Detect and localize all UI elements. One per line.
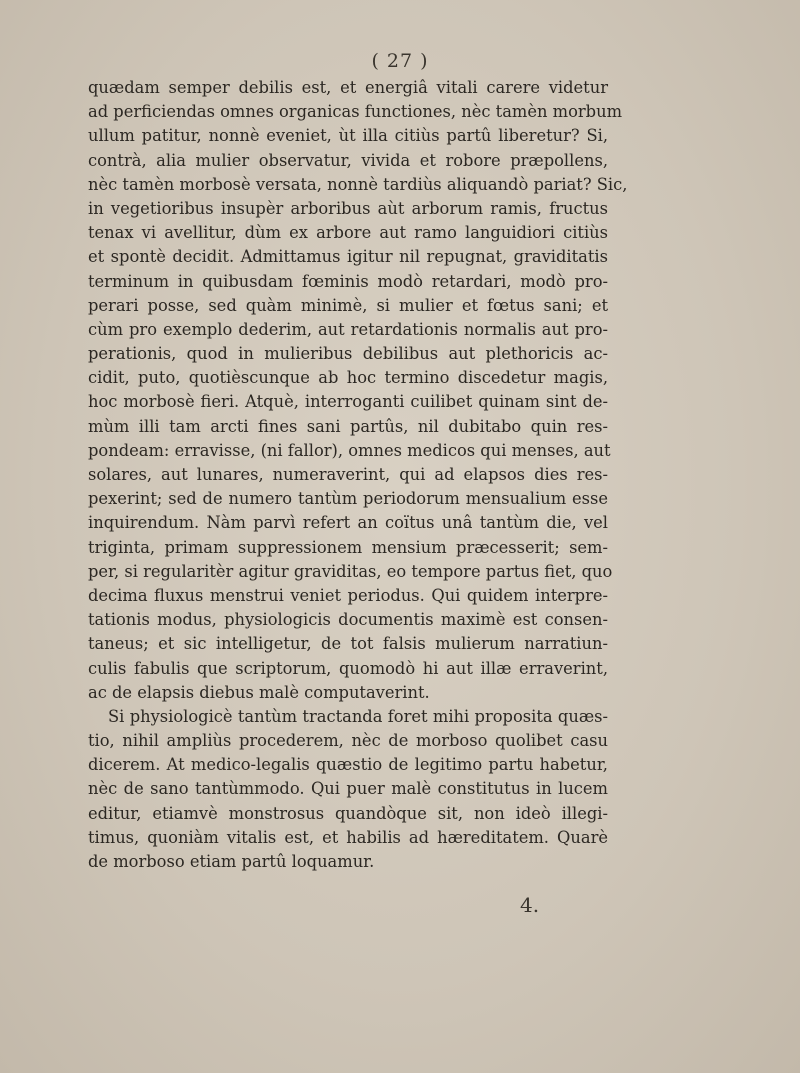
text-line: cùm pro exemplo dederim, aut retardationis normalis aut pro- (88, 319, 608, 339)
text-line: tenax vi avellitur, dùm ex arbore aut ramo languidiori citiùs (88, 223, 608, 243)
text-line: ad perficiendas omnes organicas functiones, nèc tamèn morbum (88, 102, 623, 122)
paragraph-2 (88, 705, 608, 874)
text-line: timus, quoniàm vitalis est, et habilis ad hæreditatem. Quarè (88, 827, 608, 847)
text-line: dicerem. At medico-legalis quæstio de legitimo partu habetur, (88, 755, 608, 775)
text-line: decima fluxus menstrui veniet periodus. Qui quidem interpre- (88, 585, 608, 605)
text-line: taneus; et sic intelligetur, de tot falsis mulierum narratiun- (88, 634, 608, 654)
catchword: 4. (520, 893, 540, 917)
text-line: solares, aut lunares, numeraverint, qui ad elapsos dies res- (88, 465, 608, 484)
text-line: perationis, quod in mulieribus debilibus aut plethoricis ac- (88, 344, 608, 364)
text-line: triginta, primam suppressionem mensium præcesserit; sem- (88, 537, 608, 557)
text-line: per, si regularitèr agitur graviditas, eo tempore partus fiet, quo (88, 561, 613, 581)
text-line: contrà, alia mulier observatur, vivida et robore præpollens, (88, 150, 608, 170)
text-line: ullum patitur, nonnè eveniet, ùt illa citiùs partû liberetur? Si, (88, 126, 608, 146)
text-line: perari posse, sed quàm minimè, si mulier et fœtus sani; et (88, 295, 608, 315)
text-line: terminum in quibusdam fœminis modò retardari, modò pro- (88, 271, 608, 291)
body-text (88, 76, 628, 874)
text-line: inquirendum. Nàm parvì refert an coïtus unâ tantùm die, vel (88, 513, 608, 533)
text-line: tio, nihil ampliùs procederem, nèc de morboso quolibet casu (88, 731, 608, 751)
text-line: nèc tamèn morbosè versata, nonnè tardiùs aliquandò pariat? Sic, (88, 174, 628, 194)
paragraph-1 (88, 76, 628, 705)
page-number: ( 27 ) (371, 50, 429, 72)
text-line: et spontè decidit. Admittamus igitur nil repugnat, graviditatis (88, 247, 608, 267)
text-line: de morboso etiam partû loquamur. (88, 852, 375, 871)
text-line: Si physiologicè tantùm tractanda foret mihi proposita quæs- (108, 706, 608, 726)
text-line: culis fabulis que scriptorum, quomodò hi aut illæ erraverint, (88, 658, 608, 678)
text-line: pondeam: erravisse, (ni fallor), omnes medicos qui menses, aut (88, 440, 611, 460)
text-line: cidit, puto, quotièscunque ab hoc termino discedetur magis, (88, 368, 608, 388)
text-line: hoc morbosè fieri. Atquè, interroganti cuilibet quinam sint de- (88, 392, 608, 412)
text-line: tationis modus, physiologicis documentis maximè est consen- (88, 610, 608, 630)
text-line: quædam semper debilis est, et energiâ vitali carere videtur (88, 78, 608, 97)
text-line: in vegetioribus insupèr arboribus aùt arborum ramis, fructus (88, 198, 608, 218)
text-line: editur, etiamvè monstrosus quandòque sit, non ideò illegi- (88, 803, 608, 823)
text-line: nèc de sano tantùmmodo. Qui puer malè constitutus in lucem (88, 779, 608, 799)
text-line: pexerint; sed de numero tantùm periodorum mensualium esse (88, 489, 608, 509)
text-line: ac de elapsis diebus malè computaverint. (88, 682, 430, 702)
text-line: mùm illi tam arcti fines sani partûs, nil dubitabo quin res- (88, 416, 608, 436)
